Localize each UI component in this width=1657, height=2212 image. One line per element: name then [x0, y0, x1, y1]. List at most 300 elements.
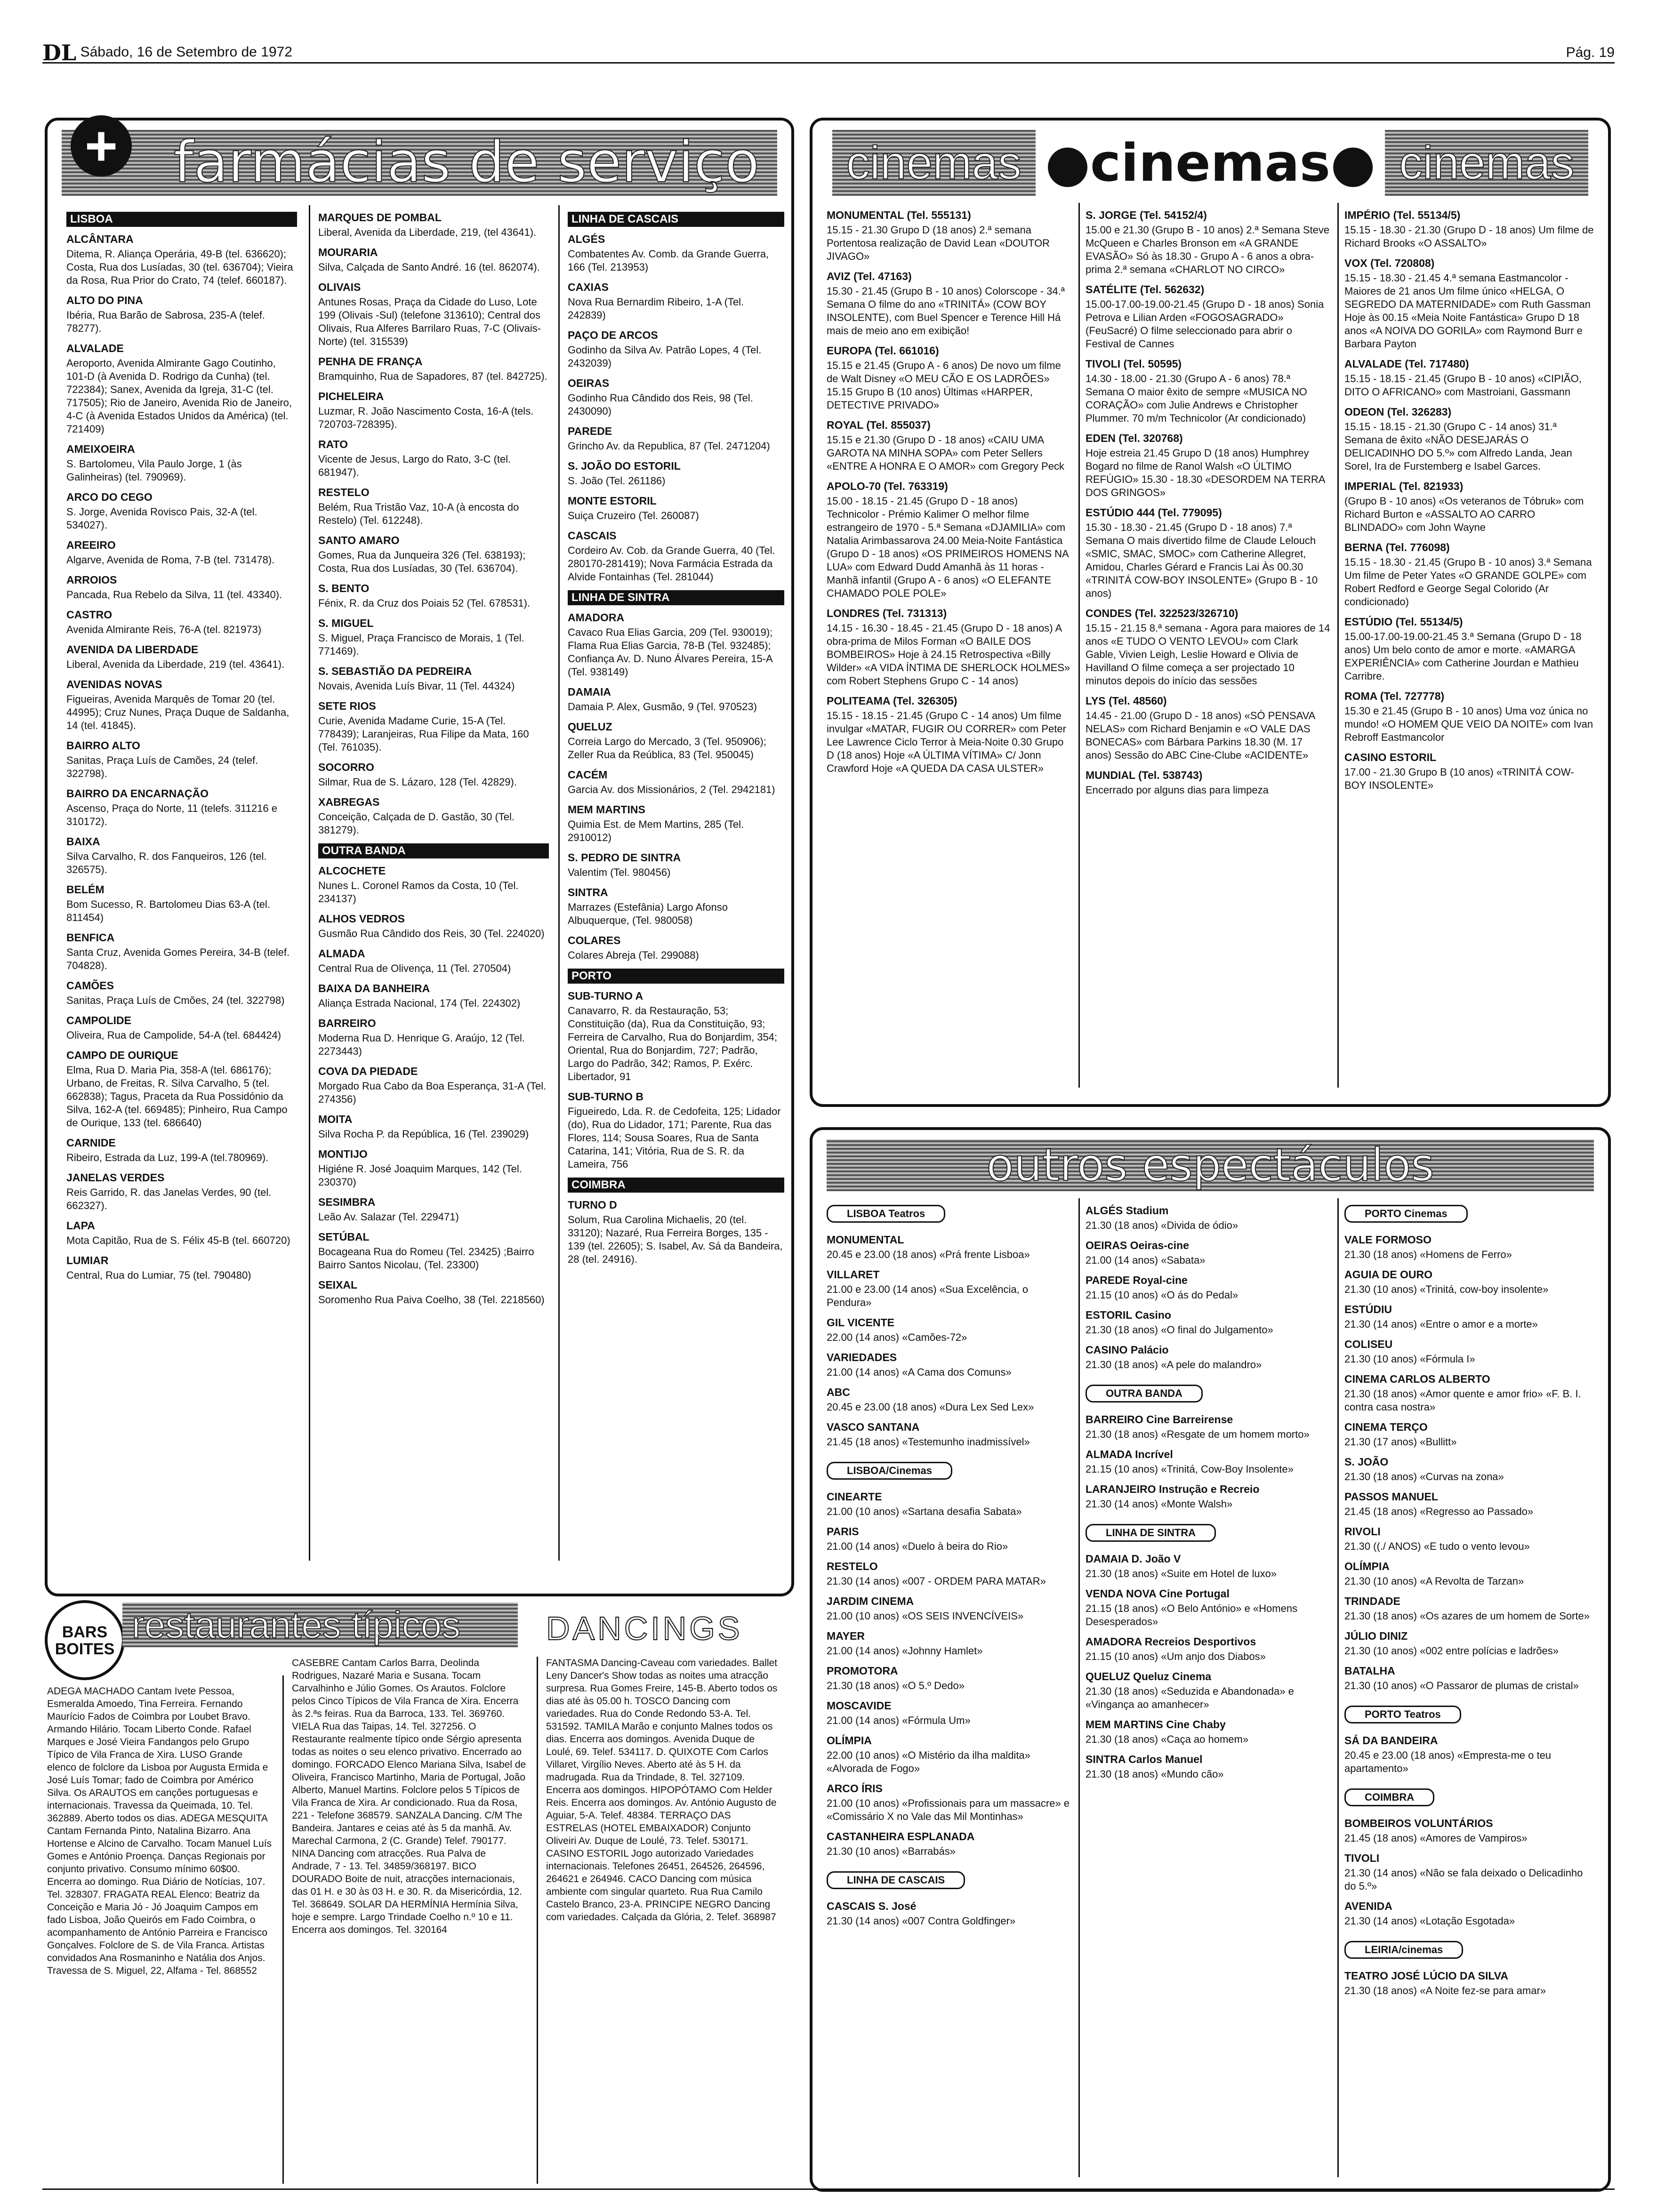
listing-heading: PAREDE Royal-cine — [1086, 1274, 1188, 1286]
listing-text: 15.15 - 18.15 - 21.45 (Grupo C - 14 anos) Um filme invulgar «MATAR, FUGIR OU CORRER» com Peter Lee Lawrence Ciclo Terror à Meia-Noite 0.30 Grupo D (18 anos) Hoje «A ÚLTIMA VÍTIMA» C/ Jonn Crawford Hoje «A QUEDA DA CASA ULSTER» — [827, 710, 1066, 774]
section-label: PORTO Cinemas — [1344, 1205, 1468, 1223]
listing-text: Bom Sucesso, R. Bartolomeu Dias 63-A (tel. 811454) — [66, 898, 270, 923]
listing-heading: QUELUZ Queluz Cinema — [1086, 1670, 1212, 1683]
outros-panel — [810, 1127, 1611, 2192]
listing-text: 21.30 (10 anos) «Fórmula I» — [1344, 1353, 1475, 1365]
listing-text: Belém, Rua Tristão Vaz, 10-A (à encosta do Restelo) (Tel. 612248). — [318, 501, 519, 526]
listing-text: 21.30 (10 anos) «002 entre polícias e ladrões» — [1344, 1645, 1559, 1657]
listing-text: 21.00 (14 anos) «Sabata» — [1086, 1254, 1206, 1266]
listing-heading: AMADORA — [568, 611, 625, 624]
listing-heading: CASINO Palácio — [1086, 1344, 1169, 1356]
listing-heading: TEATRO JOSÉ LÚCIO DA SILVA — [1344, 1970, 1508, 1982]
listing-text: 21.00 (10 anos) «OS SEIS INVENCÍVEIS» — [827, 1610, 1024, 1622]
listing-text: Ribeiro, Estrada da Luz, 199-A (tel.780969). — [66, 1152, 269, 1163]
listing-heading: COLARES — [568, 934, 621, 946]
section-label: LINHA DE CASCAIS — [827, 1871, 965, 1889]
cinemas-side-left: cinemas — [832, 130, 1036, 196]
listing-text: 21.00 (14 anos) «Fórmula Um» — [827, 1715, 971, 1726]
listing-heading: MOURARIA — [318, 246, 378, 258]
listing-heading: ARROIOS — [66, 574, 117, 586]
listing-text: 15.00 e 21.30 (Grupo B - 10 anos) 2.ª Semana Steve McQueen e Charles Bronson em «A GRANDE EVASÃO» Só às 18.30 - Grupo A - 6 anos a obra-prima 2.ª semana «CHARLOT NO CIRCO» — [1086, 224, 1330, 275]
listing-heading: OEIRAS Oeiras-cine — [1086, 1239, 1189, 1251]
column-divider — [537, 1657, 538, 2184]
listing-text: Godinho Rua Cândido dos Reis, 98 (Tel. 2430090) — [568, 392, 753, 417]
listing-text: Mota Capitão, Rua de S. Félix 45-B (tel. 660720) — [66, 1234, 290, 1246]
listing-text: Conceição, Calçada de D. Gastão, 30 (Tel. 381279). — [318, 811, 515, 836]
listing-text: Grincho Av. da Republica, 87 (Tel. 2471204) — [568, 440, 770, 452]
cinemas-side-right: cinemas — [1385, 130, 1588, 196]
listing-text: (Grupo B - 10 anos) «Os veteranos de Tóbruk» com Richard Burton e «ASSALTO AO CARRO BLINDADO» com John Wayne — [1344, 495, 1584, 533]
bares-column-1: ADEGA MACHADO Cantam Ivete Pessoa, Esmeralda Amoedo, Tina Ferreira. Fernando Maurício Fados de Coimbra por Loubet Bravo. Armando Hilário. Tocam Liberto Conde. Rafael Marques e José Vieira Fandangos pelo Grupo Típico de Vila Franca de Xira. LUSO Grande elenco de folclore da Lisboa por Augusta Ermida e José Luís Tomar; fado de Coimbra por Américo Silva. Os ARAUTOS em canções portuguesas e internacionais. Travessa da Queimada, 10. Tel. 362889. Aberto todos os dias. ADEGA MESQUITA Cantam Fernanda Pinto, Natalina Bizarro. Ana Hortense e Alcino de Carvalho. Tocam Manuel Luís Gomes e António Proença. Danças Regionais por conjunto privativo. Consumo mínimo 60$00. Encerra ao domingo. Rua Diário de Notícias, 107. Tel. 328307. FRAGATA REAL Elenco: Beatriz da Conceição e Maria Jó - Jó Joaquim Campos em fado Lisboa, João Queirós em Fado Coimbra, o acompanhamento de António Parreira e Francisco Gonçalves. Folclore de S. de Vila Franca. Artistas convidados Ana Rosmaninho e Natália dos Anjos. Travessa de S. Miguel, 22, Alfama - Tel. 868552 — [47, 1686, 272, 1976]
listing-heading: ALMADA — [318, 947, 365, 960]
listing-text: 21.30 (18 anos) «Curvas na zona» — [1344, 1471, 1504, 1483]
listing-heading: ROMA (Tel. 727778) — [1344, 690, 1445, 702]
listing-text: S. Bartolomeu, Vila Paulo Jorge, 1 (às Galinheiras) (tel. 790969). — [66, 458, 242, 483]
listing-text: Hoje estreia 21.45 Grupo D (18 anos) Humphrey Bogard no filme de Ranol Walsh «O ÚLTIMO REFÚGIO» 15.30 - 18.30 «DESORDEM NA TERRA DOS GRINGOS» — [1086, 447, 1325, 498]
listing-text: 20.45 e 23.00 (18 anos) «Dura Lex Sed Lex» — [827, 1401, 1034, 1413]
column-divider — [309, 205, 310, 1561]
listing-text: Vicente de Jesus, Largo do Rato, 3-C (tel. 681947). — [318, 453, 511, 478]
listing-heading: JARDIM CINEMA — [827, 1595, 914, 1607]
listing-heading: CAMÕES — [66, 979, 114, 992]
listing-heading: PASSOS MANUEL — [1344, 1491, 1438, 1503]
listing-text: Quimia Est. de Mem Martins, 285 (Tel. 2910012) — [568, 818, 744, 843]
listing-heading: BAIXA DA BANHEIRA — [318, 982, 430, 994]
listing-heading: BAIXA — [66, 835, 100, 848]
listing-text: 15.00-17.00-19.00-21.45 (Grupo D - 18 anos) Sonia Petrova e Lilian Arden «FOGOSAGRADO» (FeuSacré) O filme seleccionado para abrir o Festival de Cannes — [1086, 298, 1324, 350]
listing-heading: ESTÚDIU — [1344, 1303, 1392, 1315]
listing-text: Ditema, R. Aliança Operária, 49-B (tel. 636620); Costa, Rua dos Lusíadas, 30 (tel. 636704); Vieira da Rosa, Rua Prior do Crato, 74 (telef. 660187). — [66, 248, 293, 286]
listing-text: 21.30 (10 anos) «Barrabás» — [827, 1845, 956, 1857]
listing-text: Bocageana Rua do Romeu (Tel. 23425) ;Bairro Bairro Santos Nicolau, (Tel. 23300) — [318, 1246, 534, 1271]
farmacias-column-3 — [568, 205, 784, 1273]
listing-heading: S. PEDRO DE SINTRA — [568, 851, 681, 864]
listing-text: Aeroporto, Avenida Almirante Gago Coutinho, 101-D (à Avenida D. Rodrigo da Cunha) (tel. 722384); Sanex, Avenida da Igreja, 31-C (tel. 717505); Rio de Janeiro, Avenida Rio de Janeiro, 4-C (à Avenida Estados Unidos da América) (tel. 721409) — [66, 357, 292, 435]
listing-text: 15.15 - 18.15 - 21.30 (Grupo C - 14 anos) 31.ª Semana de êxito «NÃO DESEJARÁS O DELICADINHO DO 5.º» com Alfredo Landa, Jean Sorel, Ira de Furstemberg e Isabel Garces. — [1344, 421, 1572, 472]
column-divider — [558, 205, 560, 1561]
listing-heading: PAREDE — [568, 425, 612, 437]
listing-heading: VOX (Tel. 720808) — [1344, 257, 1435, 269]
listing-text: Soromenho Rua Paiva Coelho, 38 (Tel. 2218560) — [318, 1294, 545, 1306]
listing-text: 21.30 (14 anos) «007 Contra Goldfinger» — [827, 1915, 1016, 1927]
listing-text: Nunes L. Coronel Ramos da Costa, 10 (Tel. 234137) — [318, 880, 519, 905]
listing-text: Cavaco Rua Elias Garcia, 209 (Tel. 930019); Flama Rua Elias Garcia, 78-B (Tel. 932485); Confiança Av. D. Nuno Álvares Pereira, 15-A (Tel. 938149) — [568, 626, 773, 678]
listing-text: Damaia P. Alex, Gusmão, 9 (Tel. 970523) — [568, 701, 757, 713]
listing-text: Suiça Cruzeiro (Tel. 260087) — [568, 510, 699, 521]
listing-heading: CASINO ESTORIL — [1344, 751, 1437, 763]
header-rule — [42, 62, 1615, 64]
listing-heading: CINEARTE — [827, 1491, 882, 1503]
section-header: OUTRA BANDA — [318, 843, 549, 858]
listing-text: 21.30 (14 anos) «007 - ORDEM PARA MATAR» — [827, 1575, 1046, 1587]
listing-text: 15.15 - 18.15 - 21.45 (Grupo B - 10 anos) «CIPIÃO, DITO O AFRICANO» com Mastroiani, Gassmann — [1344, 373, 1582, 398]
listing-heading: ROYAL (Tel. 855037) — [827, 419, 931, 431]
listing-heading: RATO — [318, 438, 348, 450]
listing-heading: TIVOLI (Tel. 50595) — [1086, 358, 1182, 370]
listing-heading: ABC — [827, 1386, 850, 1398]
listing-text: Algarve, Avenida de Roma, 7-B (tel. 731478). — [66, 554, 275, 566]
listing-text: Liberal, Avenida da Liberdade, 219, (tel 43641). — [318, 226, 537, 238]
listing-heading: GIL VICENTE — [827, 1316, 894, 1329]
listing-text: Silmar, Rua de S. Lázaro, 128 (Tel. 42829). — [318, 776, 517, 788]
listing-text: Ibéria, Rua Barão de Sabrosa, 235-A (telef. 78277). — [66, 309, 265, 334]
section-label: PORTO Teatros — [1344, 1706, 1461, 1723]
listing-heading: CASTRO — [66, 609, 113, 621]
listing-heading: CAXIAS — [568, 281, 609, 293]
listing-text: 21.30 (10 anos) «A Revolta de Tarzan» — [1344, 1575, 1524, 1587]
dancings-heading: DANCINGS — [546, 1610, 743, 1647]
listing-text: 21.30 (18 anos) «Divida de ódio» — [1086, 1219, 1239, 1231]
listing-heading: ALCOCHETE — [318, 865, 386, 877]
farmacias-banner: farmácias de serviço — [62, 130, 777, 196]
masthead — [42, 40, 292, 65]
listing-text: Avenida Almirante Reis, 76-A (tel. 821973) — [66, 624, 262, 635]
listing-text: 21.30 (10 anos) «Trinitá, cow-boy insolente» — [1344, 1283, 1549, 1295]
listing-heading: AREEIRO — [66, 539, 116, 551]
listing-text: 21.45 (18 anos) «Testemunho inadmissível» — [827, 1436, 1030, 1448]
page-number: Pág. 19 — [1566, 45, 1615, 60]
listing-heading: POLITEAMA (Tel. 326305) — [827, 695, 957, 707]
listing-heading: ALCÂNTARA — [66, 233, 134, 245]
listing-heading: PROMOTORA — [827, 1665, 898, 1677]
listing-heading: VARIEDADES — [827, 1351, 897, 1363]
listing-text: 21.30 (14 anos) «Não se fala deixado o Delicadinho do 5.º» — [1344, 1867, 1583, 1892]
listing-text: Novais, Avenida Luís Bivar, 11 (Tel. 44324) — [318, 680, 515, 692]
listing-heading: PARIS — [827, 1525, 859, 1538]
listing-heading: PICHELEIRA — [318, 390, 384, 402]
listing-text: 21.30 (18 anos) «Homens de Ferro» — [1344, 1249, 1512, 1260]
listing-heading: S. JOÃO DO ESTORIL — [568, 460, 681, 472]
listing-heading: TURNO D — [568, 1199, 617, 1211]
listing-heading: CAMPO DE OURIQUE — [66, 1049, 178, 1061]
listing-heading: MAYER — [827, 1630, 865, 1642]
listing-heading: SATÉLITE (Tel. 562632) — [1086, 283, 1205, 296]
listing-text: 21.00 (10 anos) «Profissionais para um massacre» e «Comissário X no Vale das Mil Montinhas» — [827, 1797, 1070, 1822]
listing-heading: S. BENTO — [318, 582, 370, 594]
listing-text: 21.15 (10 anos) «Trinitá, Cow-Boy Insolente» — [1086, 1463, 1294, 1475]
section-label: LISBOA Teatros — [827, 1205, 945, 1223]
listing-heading: MOSCAVIDE — [827, 1699, 892, 1712]
listing-text: 21.15 (10 anos) «O ás do Pedal» — [1086, 1289, 1239, 1301]
footer-rule — [42, 2188, 1615, 2190]
column-divider — [1337, 1198, 1339, 2177]
listing-text: 21.30 (17 anos) «Bullitt» — [1344, 1436, 1457, 1448]
listing-text: Elma, Rua D. Maria Pia, 358-A (tel. 686176); Urbano, de Freitas, R. Silva Carvalho, 5 (tel. 662838); Tagus, Praceta da Rua Possidónio da Silva, 162-A (tel. 669485); Pinheiro, Rua Campo de Ourique, 133 (tel. 686640) — [66, 1064, 288, 1129]
outros-column-1 — [827, 1198, 1071, 1934]
listing-heading: MOITA — [318, 1113, 353, 1125]
listing-text: 21.00 (14 anos) «Johnny Hamlet» — [827, 1645, 983, 1657]
listing-heading: RESTELO — [827, 1560, 878, 1572]
listing-heading: BELÉM — [66, 883, 105, 896]
cinemas-title: ●cinemas● — [1036, 133, 1385, 193]
listing-heading: S. JORGE (Tel. 54152/4) — [1086, 209, 1207, 221]
listing-heading: LAPA — [66, 1219, 95, 1232]
listing-heading: CASTANHEIRA ESPLANADA — [827, 1830, 975, 1843]
listing-text: Figueiredo, Lda. R. de Cedofeita, 125; Lidador (do), Rua do Lidador, 171; Parente, Rua das Flores, 114; Sousa Soares, Rua de Santa Catarina, 141; Vitória, Rua de S. R. da Lameira, 756 — [568, 1106, 781, 1170]
listing-text: 15.15 - 18.30 - 21.45 (Grupo B - 10 anos) 3.ª Semana Um filme de Peter Yates «O GRANDE GOLPE» com Robert Redford e George Segal Colorido (Ar condicionado) — [1344, 556, 1592, 608]
listing-text: 21.30 (10 anos) «O Passaror de plumas de cristal» — [1344, 1680, 1579, 1691]
listing-text: Bramquinho, Rua de Sapadores, 87 (tel. 842725). — [318, 370, 547, 382]
listing-heading: JANELAS VERDES — [66, 1171, 165, 1184]
listing-heading: ARCO DO CEGO — [66, 491, 153, 503]
listing-text: 21.30 ((./ ANOS) «E tudo o vento levou» — [1344, 1540, 1530, 1552]
listing-heading: BOMBEIROS VOLUNTÁRIOS — [1344, 1817, 1493, 1829]
listing-heading: MONTIJO — [318, 1148, 368, 1160]
listing-heading: ESTÚDIO (Tel. 55134/5) — [1344, 616, 1463, 628]
listing-text: 15.15 - 21.30 Grupo D (18 anos) 2.ª semana Portentosa realização de David Lean «DOUTOR JIVAGO» — [827, 224, 1050, 262]
listing-text: 21.30 (18 anos) «O final do Julgamento» — [1086, 1324, 1273, 1336]
listing-text: 15.00 - 18.15 - 21.45 (Grupo D - 18 anos) Technicolor - Prémio Kalimer O melhor filme estrangeiro de 1970 - 5.ª Semana «DJAMILIA» com Natalia Arimbassarova 24.00 Meia-Noite Fantástica (Grupo D - 18 anos) «OS PRIMEIROS HOMENS NA LUA» com Edward Dudd Amanhã às 11 horas - Manhã infantil (Grupo A - 6 anos) «O ELEFANTE CHAMADO POLE POLE» — [827, 495, 1069, 599]
listing-heading: ALTO DO PINA — [66, 294, 143, 306]
listing-text: Figueiras, Avenida Marquês de Tomar 20 (tel. 44995); Cruz Nunes, Praça Duque de Saldanha, 14 (tel. 41845). — [66, 693, 290, 731]
listing-text: Nova Rua Bernardim Ribeiro, 1-A (Tel. 242839) — [568, 296, 744, 321]
listing-heading: TRINDADE — [1344, 1595, 1400, 1607]
listing-heading: COLISEU — [1344, 1338, 1393, 1350]
listing-heading: MEM MARTINS — [568, 803, 645, 816]
newspaper-logo: DL — [42, 40, 77, 65]
listing-heading: SUB-TURNO B — [568, 1090, 643, 1103]
section-header: LISBOA — [66, 212, 297, 227]
listing-text: 21.30 (18 anos) «Resgate de um homem morto» — [1086, 1428, 1310, 1440]
section-label: LEIRIA/cinemas — [1344, 1941, 1463, 1959]
cinemas-column-1 — [827, 203, 1071, 782]
listing-heading: CARNIDE — [66, 1137, 116, 1149]
bares-column-3: FANTASMA Dancing-Caveau com variedades. Ballet Leny Dancer's Show todas as noites uma atracção surpresa. Rua Gomes Freire, 145-B. Aberto todos os dias até às 05.00 h. TOSCO Dancing com variedades. Rua do Conde Redondo 53-A. Tel. 531592. TAMILA Marão e conjunto Malnes todos os dias. Encerra aos domingos. Avenida Duque de Loulé, 69. Telef. 534117. D. QUIXOTE Com Carlos Villaret, Virgílio Neves. Aberto até às 5 H. da madrugada. Rua da Trindade, 8. Tel. 327109. Encerra aos domingos. HIPOPÓTAMO Com Helder Reis. Encerra aos domingos. Av. António Augusto de Aguiar, 5-A. Telef. 48384. TERRAÇO DAS ESTRELAS (HOTEL EMBAIXADOR) Conjunto Oliveiri Av. Duque de Loulé, 73. Telef. 530171. CASINO ESTORIL Jogo autorizado Variedades internacionais. Telefones 26451, 264526, 264596, 264621 e 264946. CACO Dancing com música ambiente com singular quarteto. Rua Rua Camilo Castelo Branco, 23-A. PRINCIPE NEGRO Dancing com variedades. Calçada da Glória, 2. Telef. 368987 — [546, 1658, 778, 1923]
outros-banner: outros espectáculos — [827, 1139, 1594, 1191]
listing-text: 21.30 (14 anos) «Lotação Esgotada» — [1344, 1915, 1515, 1927]
listing-heading: ALVALADE — [66, 342, 124, 354]
listing-heading: LUMIAR — [66, 1254, 109, 1266]
section-label: LINHA DE SINTRA — [1086, 1524, 1216, 1542]
listing-heading: BERNA (Tel. 776098) — [1344, 541, 1450, 553]
listing-text: Combatentes Av. Comb. da Grande Guerra, 166 (Tel. 213953) — [568, 248, 769, 273]
listing-text: Solum, Rua Carolina Michaelis, 20 (tel. 33120); Nazaré, Rua Ferreira Borges, 135 - 139 (tel. 22605); S. Isabel, Av. Sá da Bandeira, 28 (tel. 24916). — [568, 1214, 783, 1265]
listing-heading: SESIMBRA — [318, 1196, 376, 1208]
pharmacy-cross-icon: + — [71, 115, 132, 176]
outros-column-3 — [1344, 1198, 1594, 2004]
listing-text: 21.00 (14 anos) «Duelo à beira do Rio» — [827, 1540, 1008, 1552]
listing-text: 21.30 (18 anos) «Seduzida e Abandonada» e «Vingança ao amanhecer» — [1086, 1685, 1294, 1710]
listing-heading: SEIXAL — [318, 1279, 358, 1291]
listing-heading: APOLO-70 (Tel. 763319) — [827, 480, 948, 492]
restaurantes-banner: restaurantes típicos — [122, 1603, 518, 1647]
column-divider — [1337, 203, 1339, 1088]
listing-text: 15.15 e 21.45 (Grupo A - 6 anos) De novo um filme de Walt Disney «O MEU CÃO E OS LADRÕES» 15.15 Grupo B (10 anos) Últimas «HARPER, DETECTIVE PRIVADO» — [827, 360, 1061, 411]
listing-heading: QUELUZ — [568, 721, 612, 733]
listing-heading: ALHOS VEDROS — [318, 913, 405, 925]
listing-heading: OLIVAIS — [318, 281, 361, 293]
listing-text: S. João (Tel. 261186) — [568, 475, 666, 487]
listing-text: 21.00 (14 anos) «A Cama dos Comuns» — [827, 1366, 1012, 1378]
listing-heading: LYS (Tel. 48560) — [1086, 695, 1167, 707]
listing-text: Moderna Rua D. Henrique G. Araújo, 12 (Tel. 2273443) — [318, 1032, 525, 1057]
bars-boites-badge: BARS BOITES — [45, 1600, 125, 1680]
listing-text: 14.15 - 16.30 - 18.45 - 21.45 (Grupo D - 18 anos) A obra-prima de Milos Forman «O BAILE DOS BOMBEIROS» Hoje à 24.15 Retrospectiva «Billy Wilder» «A VIDA ÍNTIMA DE SHERLOCK HOLMES» com Robert Stephens Grupo C - 14 anos) — [827, 622, 1070, 687]
listing-heading: MARQUES DE POMBAL — [318, 211, 442, 224]
listing-text: Morgado Rua Cabo da Boa Esperança, 31-A (Tel. 274356) — [318, 1080, 547, 1105]
listing-heading: SETE RIOS — [318, 700, 376, 712]
listing-text: Silva Carvalho, R. dos Fanqueiros, 126 (tel. 326575). — [66, 850, 267, 875]
listing-text: Encerrado por alguns dias para limpeza — [1086, 784, 1269, 796]
listing-text: Reis Garrido, R. das Janelas Verdes, 90 (tel. 662327). — [66, 1186, 272, 1211]
listing-heading: CINEMA CARLOS ALBERTO — [1344, 1373, 1490, 1385]
listing-text: S. Jorge, Avenida Rovisco Pais, 32-A (tel. 534027). — [66, 506, 257, 531]
listing-heading: EDEN (Tel. 320768) — [1086, 432, 1183, 444]
listing-heading: ARCO ÍRIS — [827, 1782, 883, 1795]
listing-heading: AVENIDA DA LIBERDADE — [66, 643, 199, 656]
listing-heading: XABREGAS — [318, 796, 380, 808]
listing-heading: CACÉM — [568, 769, 608, 781]
listing-text: 21.45 (18 anos) «Amores de Vampiros» — [1344, 1832, 1528, 1844]
listing-heading: AMADORA Recreios Desportivos — [1086, 1635, 1256, 1648]
listing-text: 21.30 (18 anos) «Suite em Hotel de luxo» — [1086, 1568, 1277, 1579]
listing-heading: AVIZ (Tel. 47163) — [827, 270, 912, 282]
listing-heading: IMPÉRIO (Tel. 55134/5) — [1344, 209, 1461, 221]
listing-heading: ALGÉS — [568, 233, 605, 245]
listing-heading: CAMPOLIDE — [66, 1014, 131, 1026]
bares-column-2: CASEBRE Cantam Carlos Barra, Deolinda Rodrigues, Nazaré Maria e Susana. Tocam Carvalhinho e Júlio Gomes. Os Arautos. Folclore pelos Cinco Típicos de Vila Franca de Xira. Encerra às 2.ªs feiras. Rua da Barroca, 133. Tel. 369760. VIELA Rua das Taipas, 14. Tel. 327256. O Restaurante realmente típico onde Sérgio apresenta todas as noites o seu elenco privativo. Encerrado ao domingo. FORCADO Elenco Mariana Silva, Isabel de Oliveira, Francisco Martinho, Maria de Portugal, João Alberto, Manuel Martins. Folclore pelos 5 Típicos de Vila Franca de Xira. Ar condicionado. Rua da Rosa, 221 - Telefone 368579. SANZALA Dancing. C/M The Bandeira. Jantares e ceias até às 5 da manhã. Av. Marechal Carmona, 2 (C. Grande) Telef. 790177. NINA Dancing com atracções. Rua Palva de Andrade, 7 - 13. Tel. 34859/368197. BICO DOURADO Boite de nuit, atracções internacionais, das 01 H. e 30 às 03 H. e 30. R. da Misericórdia, 12. Tel. 368649. SOLAR DA HERMÍNIA Hermínia Silva, hoje e sempre. Largo Trindade Coelho n.º 10 e 11. Encerra aos domingos. Tel. 320164 — [292, 1658, 526, 1935]
listing-heading: COVA DA PIEDADE — [318, 1065, 418, 1077]
listing-text: Oliveira, Rua de Campolide, 54-A (tel. 684424) — [66, 1029, 282, 1041]
listing-text: 20.45 e 23.00 (18 anos) «Prá frente Lisboa» — [827, 1249, 1030, 1260]
listing-heading: LARANJEIRO Instrução e Recreio — [1086, 1483, 1260, 1495]
listing-heading: ODEON (Tel. 326283) — [1344, 406, 1452, 418]
listing-text: Fénix, R. da Cruz dos Poiais 52 (Tel. 678531). — [318, 597, 531, 609]
listing-heading: DAMAIA — [568, 686, 611, 698]
listing-text: 15.30 - 18.30 - 21.45 (Grupo D - 18 anos) 7.ª Semana O mais divertido filme de Claude Lelouch «SMIC, SMAC, SMOC» com Catherine Allegret, Amidou, Charles Gérard e Francis Lai Às 00.30 «TRINITÁ COW-BOY INSOLENTE» (Grupo B - 10 anos) — [1086, 521, 1318, 599]
listing-text: Ascenso, Praça do Norte, 11 (telefs. 311216 e 310172). — [66, 802, 278, 827]
listing-heading: CONDES (Tel. 322523/326710) — [1086, 607, 1239, 619]
listing-text: 15.15 - 21.15 8.ª semana - Agora para maiores de 14 anos «E TUDO O VENTO LEVOU» com Clark Gable, Vivien Leigh, Leslie Howard e Olivia de Havilland O filme começa a ser projectado 10 minutos depois do início das sessões — [1086, 622, 1330, 687]
listing-heading: RIVOLI — [1344, 1525, 1381, 1538]
listing-text: S. Miguel, Praça Francisco de Morais, 1 (Tel. 771469). — [318, 632, 524, 657]
listing-text: 22.00 (10 anos) «O Mistério da ilha maldita» «Alvorada de Fogo» — [827, 1749, 1030, 1774]
column-divider — [1078, 203, 1080, 1088]
listing-heading: S. JOÃO — [1344, 1456, 1389, 1468]
listing-text: 17.00 - 21.30 Grupo B (10 anos) «TRINITÁ COW-BOY INSOLENTE» — [1344, 766, 1574, 791]
listing-text: 21.30 (18 anos) «A pele do malandro» — [1086, 1359, 1262, 1370]
listing-text: 21.30 (18 anos) «Amor quente e amor frio» «F. B. I. contra casa nostra» — [1344, 1388, 1581, 1413]
listing-text: Garcia Av. dos Missionários, 2 (Tel. 2942181) — [568, 784, 775, 795]
listing-heading: DAMAIA D. João V — [1086, 1553, 1181, 1565]
listing-text: 20.45 e 23.00 (18 anos) «Empresta-me o teu apartamento» — [1344, 1749, 1552, 1774]
listing-text: Antunes Rosas, Praça da Cidade do Luso, Lote 199 (Olivais -Sul) (telefone 313610); Central dos Olivais, Rua Alferes Barrilaro Ruas, 7-C (Olivais-Norte) (tel. 315539) — [318, 296, 541, 347]
listing-heading: SANTO AMARO — [318, 534, 400, 546]
listing-text: 21.15 (10 anos) «Um anjo dos Diabos» — [1086, 1651, 1266, 1662]
section-label: COIMBRA — [1344, 1788, 1434, 1806]
cinemas-panel — [810, 118, 1611, 1107]
section-label: LISBOA/Cinemas — [827, 1462, 952, 1480]
listing-heading: VASCO SANTANA — [827, 1421, 920, 1433]
listing-text: 21.45 (18 anos) «Regresso ao Passado» — [1344, 1506, 1534, 1517]
listing-heading: SETÚBAL — [318, 1231, 370, 1243]
listing-heading: AGUIA DE OURO — [1344, 1268, 1432, 1281]
listing-heading: AVENIDA — [1344, 1900, 1392, 1912]
listing-heading: ESTÚDIO 444 (Tel. 779095) — [1086, 506, 1222, 519]
listing-text: 21.30 (18 anos) «A Noite fez-se para amar» — [1344, 1985, 1546, 1996]
listing-text: 21.30 (18 anos) «O 5.º Dedo» — [827, 1680, 965, 1691]
listing-heading: AVENIDAS NOVAS — [66, 678, 162, 690]
listing-heading: BARREIRO — [318, 1017, 376, 1029]
section-header: COIMBRA — [568, 1178, 784, 1193]
listing-heading: OLÍMPIA — [827, 1734, 872, 1747]
cinemas-column-2 — [1086, 203, 1330, 803]
listing-heading: MEM MARTINS Cine Chaby — [1086, 1718, 1226, 1731]
listing-text: Gusmão Rua Cândido dos Reis, 30 (Tel. 224020) — [318, 928, 545, 939]
listing-heading: SOCORRO — [318, 761, 374, 773]
listing-text: Marrazes (Estefânia) Largo Afonso Albuquerque, (Tel. 980058) — [568, 901, 728, 926]
cinemas-banner — [812, 130, 1608, 196]
listing-heading: JÚLIO DINIZ — [1344, 1630, 1408, 1642]
listing-text: 15.30 e 21.45 (Grupo B - 10 anos) Uma voz única no mundo! «O HOMEM QUE VEIO DA NOITE» com Ivan Rebroff Eastmancolor — [1344, 705, 1593, 743]
listing-text: Valentim (Tel. 980456) — [568, 866, 671, 878]
listing-heading: ESTORIL Casino — [1086, 1309, 1171, 1321]
listing-heading: BENFICA — [66, 931, 115, 944]
listing-text: Central, Rua do Lumiar, 75 (tel. 790480) — [66, 1269, 251, 1281]
listing-heading: OLÍMPIA — [1344, 1560, 1390, 1572]
farmacias-column-2 — [318, 205, 549, 1313]
listing-heading: SÁ DA BANDEIRA — [1344, 1734, 1438, 1747]
listing-heading: SUB-TURNO A — [568, 990, 643, 1002]
listing-text: 14.30 - 18.00 - 21.30 (Grupo A - 6 anos) 78.ª Semana O maior êxito de sempre «MUSICA NO CORAÇÃO» com Julie Andrews e Christopher Plummer. 70 m/m Technicolor (Ar condicionado) — [1086, 373, 1307, 424]
listing-heading: VILLARET — [827, 1268, 880, 1281]
listing-text: Sanitas, Praça Luís de Camões, 24 (telef. 322798). — [66, 754, 258, 779]
listing-heading: MONUMENTAL — [827, 1234, 904, 1246]
listing-heading: CASCAIS — [568, 529, 617, 542]
column-divider — [1078, 1198, 1080, 2177]
listing-text: 14.45 - 21.00 (Grupo D - 18 anos) «SÓ PENSAVA NELAS» com Richard Benjamin e «O VALE DAS BONECAS» com Bárbara Parkins 18.30 (M. 17 anos) Sessão do ABC Cine-Clube «ACIDENTE» — [1086, 710, 1315, 761]
listing-text: Curie, Avenida Madame Curie, 15-A (Tel. 778439); Laranjeiras, Rua Filipe da Mata, 160 (Tel. 761035). — [318, 715, 529, 753]
listing-text: Cordeiro Av. Cob. da Grande Guerra, 40 (Tel. 280170-281419); Nova Farmácia Estrada da Alvide Fontainhas (Tel. 281044) — [568, 545, 775, 583]
listing-text: Leão Av. Salazar (Tel. 229471) — [318, 1211, 459, 1223]
listing-heading: VENDA NOVA Cine Portugal — [1086, 1587, 1230, 1600]
listing-text: Godinho da Silva Av. Patrão Lopes, 4 (Tel. 2432039) — [568, 344, 762, 369]
listing-heading: S. SEBASTIÃO DA PEDREIRA — [318, 665, 472, 677]
column-divider — [282, 1675, 284, 2184]
listing-text: Silva, Calçada de Santo André. 16 (tel. 862074). — [318, 261, 540, 273]
listing-text: Canavarro, R. da Restauração, 53; Constituição (da), Rua da Constituição, 93; Ferreira de Carvalho, Rua do Bonjardim, 354; Oriental, Rua do Bonjardim, 727; Padrão, Largo do Padrão, 342; Ramos, P. Exérc. Libertador, 91 — [568, 1005, 778, 1082]
outros-column-2 — [1086, 1198, 1330, 1787]
listing-text: 22.00 (14 anos) «Camões-72» — [827, 1331, 967, 1343]
listing-text: 15.15 e 21.30 (Grupo D - 18 anos) «CAIU UMA GAROTA NA MINHA SOPA» com Peter Sellers «ENTRE A HONRA E O AMOR» com Gregory Peck — [827, 434, 1064, 472]
listing-heading: CASCAIS S. José — [827, 1900, 917, 1912]
listing-heading: LONDRES (Tel. 731313) — [827, 607, 947, 619]
listing-text: Correia Largo do Mercado, 3 (Tel. 950906); Zeller Rua da Reública, 83 (Tel. 950045) — [568, 736, 766, 761]
listing-heading: TIVOLI — [1344, 1852, 1380, 1864]
listing-text: 15.15 - 18.30 - 21.45 4.ª semana Eastmancolor - Maiores de 21 anos Um filme único «HELGA, O SEGREDO DA MATERNIDADE» com Ruth Gassman Hoje às 00.15 «Meia Noite Fantástica» Grupo D 18 anos «A NOIVA DO GORILA» com Raymond Burr e Barbara Payton — [1344, 272, 1591, 350]
farmacias-column-1 — [66, 205, 297, 1289]
listing-text: 21.30 (14 anos) «Monte Walsh» — [1086, 1498, 1233, 1510]
section-label: OUTRA BANDA — [1086, 1385, 1203, 1403]
listing-text: Sanitas, Praça Luís de Cmões, 24 (tel. 322798) — [66, 994, 285, 1006]
listing-heading: CINEMA TERÇO — [1344, 1421, 1428, 1433]
listing-heading: VALE FORMOSO — [1344, 1234, 1432, 1246]
listing-heading: SINTRA Carlos Manuel — [1086, 1753, 1203, 1765]
listing-text: 21.15 (18 anos) «O Belo António» e «Homens Desesperados» — [1086, 1603, 1298, 1627]
listing-heading: IMPERIAL (Tel. 821933) — [1344, 480, 1464, 492]
listing-heading: RESTELO — [318, 486, 370, 498]
listing-text: 21.00 (10 anos) «Sartana desafia Sabata» — [827, 1506, 1022, 1517]
listing-heading: MUNDIAL (Tel. 538743) — [1086, 769, 1203, 781]
issue-date: Sábado, 16 de Setembro de 1972 — [80, 44, 292, 60]
listing-heading: SINTRA — [568, 886, 608, 898]
section-header: LINHA DE CASCAIS — [568, 212, 784, 227]
section-header: PORTO — [568, 969, 784, 984]
listing-text: 21.30 (18 anos) «Os azares de um homem de Sorte» — [1344, 1610, 1590, 1622]
listing-text: Liberal, Avenida da Liberdade, 219 (tel. 43641). — [66, 658, 285, 670]
farmacias-panel — [45, 118, 794, 1596]
listing-heading: BAIRRO ALTO — [66, 739, 140, 752]
